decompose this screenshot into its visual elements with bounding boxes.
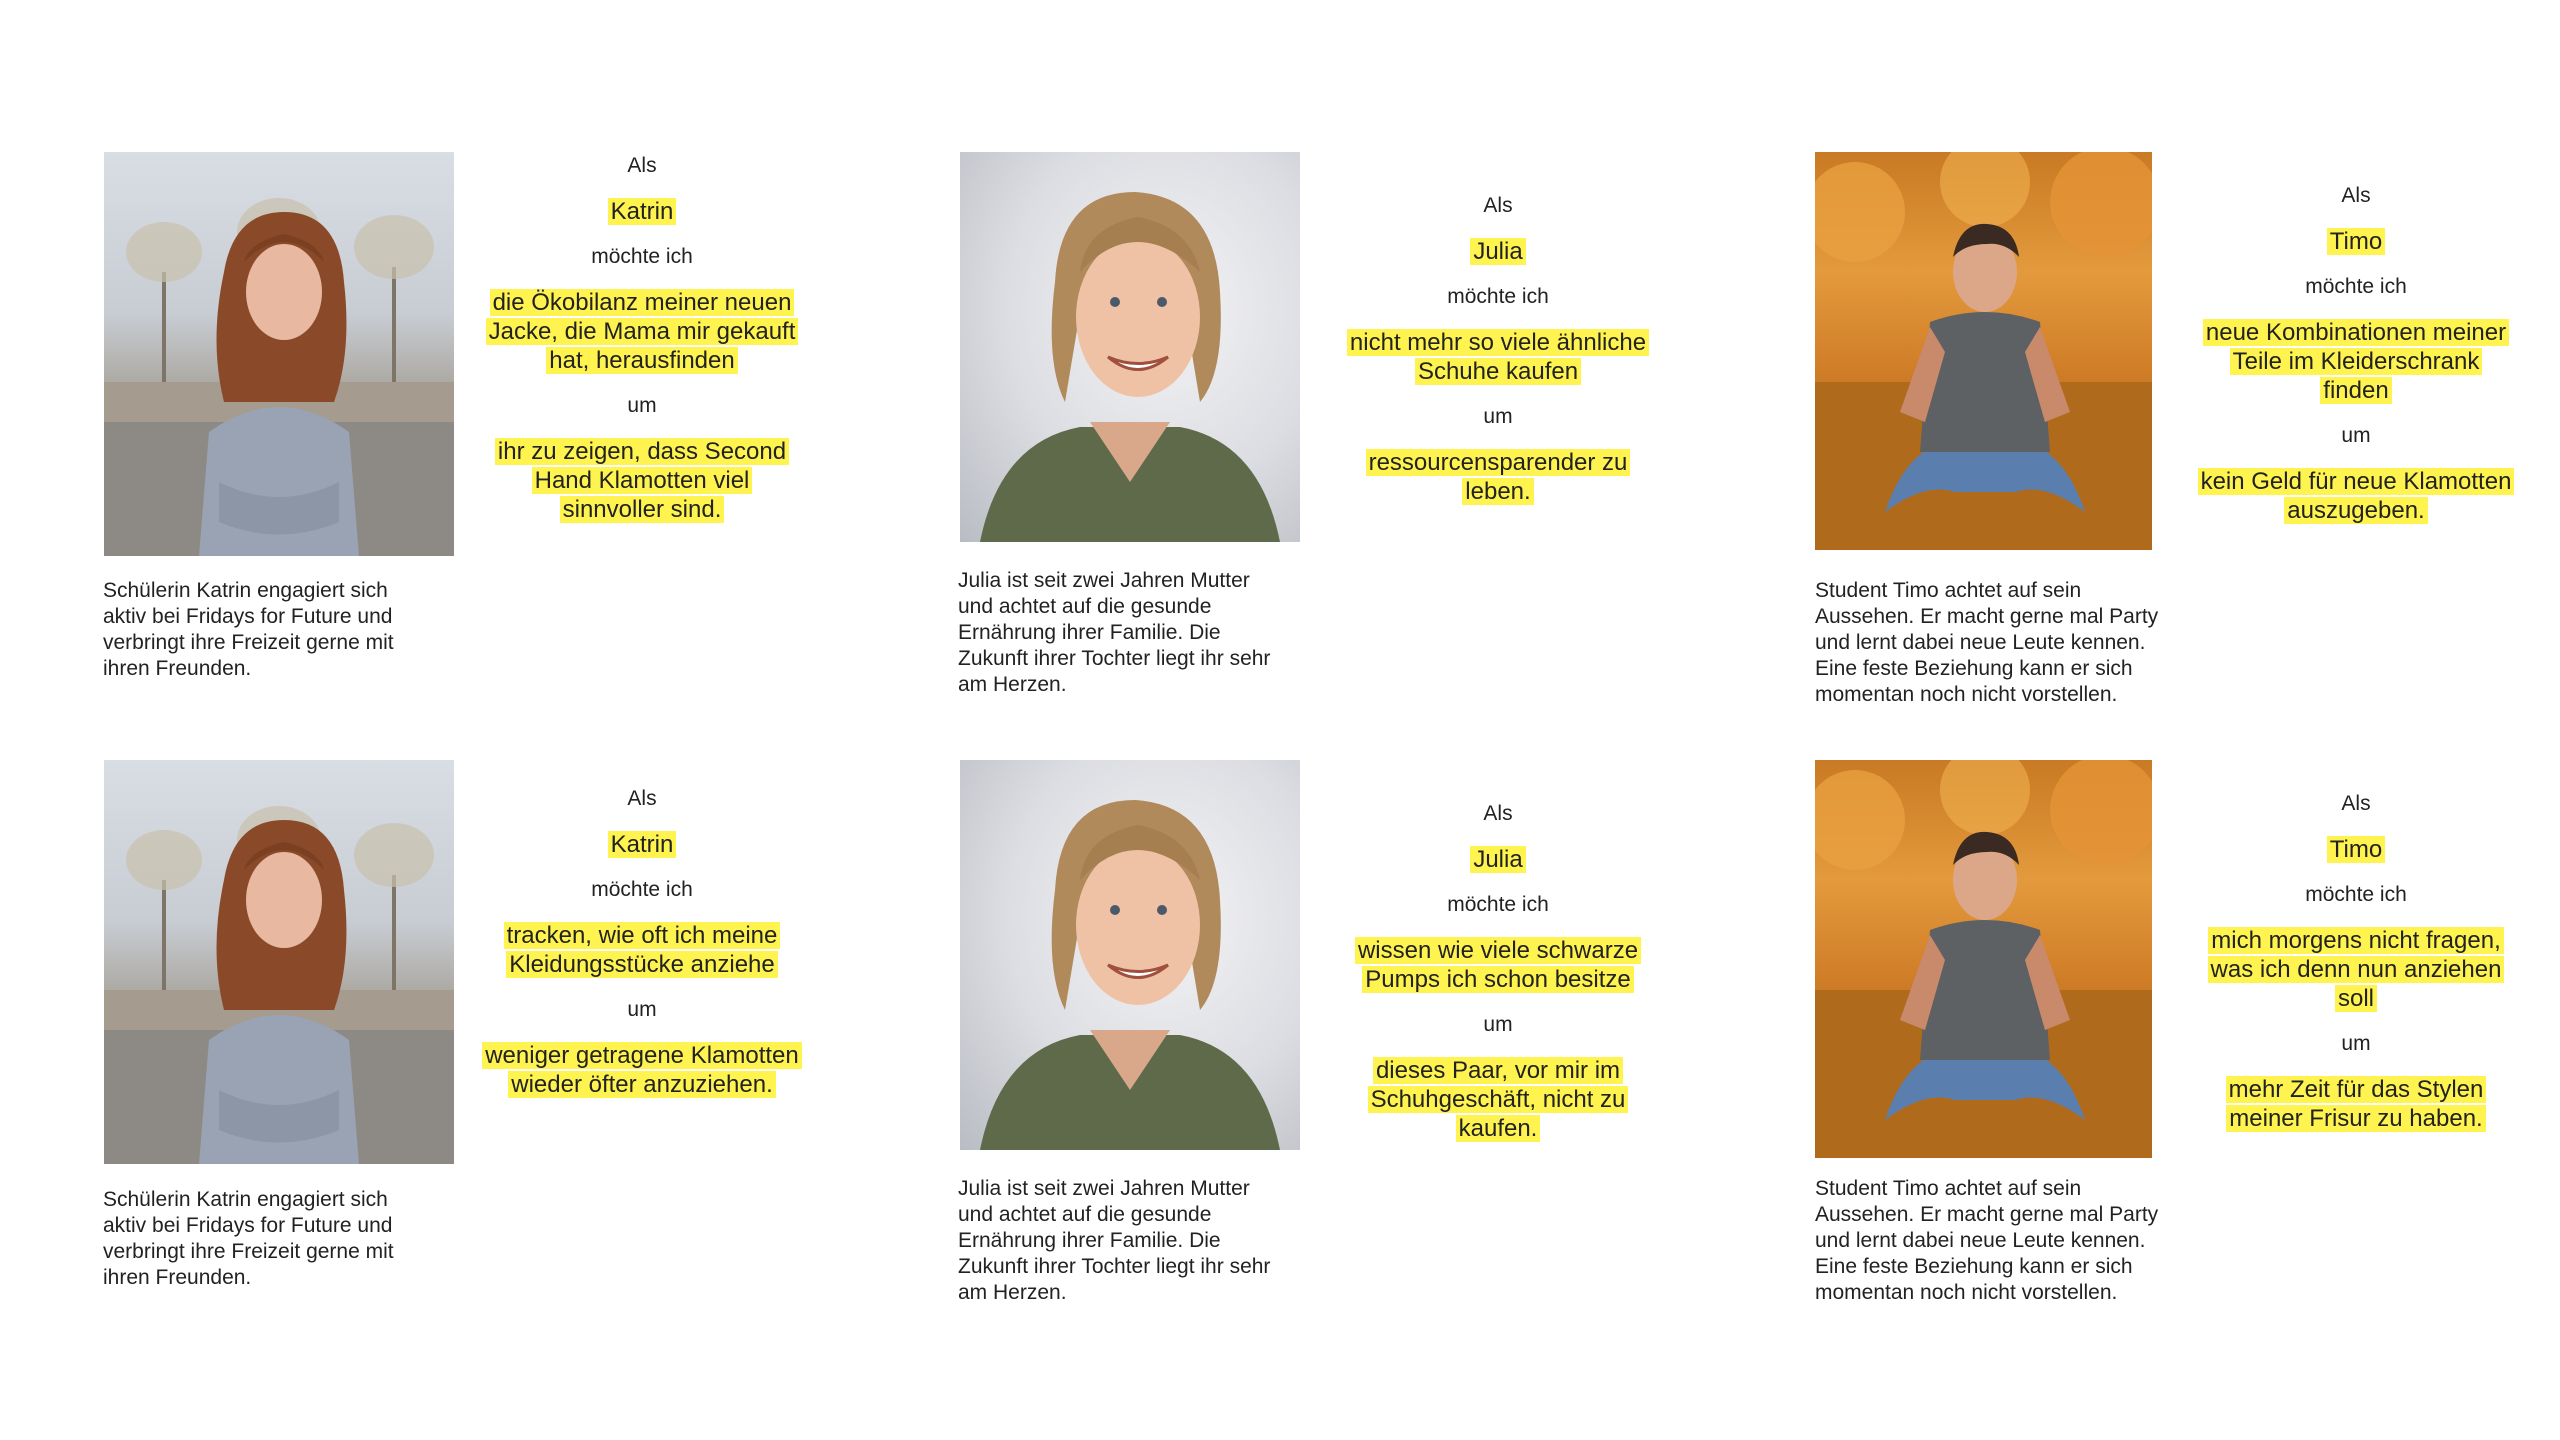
story-goal: nicht mehr so viele ähnliche Schuhe kaufen <box>1347 329 1649 385</box>
story-persona-name: Timo <box>2327 228 2385 255</box>
user-story-timo-1 <box>2196 182 2516 542</box>
story-want: möchte ich <box>1447 285 1549 308</box>
timo-photo <box>1815 152 2152 550</box>
story-goal: wissen wie viele schwarze Pumps ich schon besitze <box>1355 937 1641 993</box>
story-als: Als <box>627 154 657 177</box>
story-als: Als <box>627 787 657 810</box>
user-story-timo-2 <box>2196 790 2516 1150</box>
story-um: um <box>627 998 657 1021</box>
julia-description: Julia ist seit zwei Jahren Mutter und achtet auf die gesunde Ernährung ihrer Familie. Die Zukunft ihrer Tochter liegt ihr sehr am Herzen. <box>958 1177 1271 1304</box>
story-reason: ressourcensparender zu leben. <box>1366 449 1631 505</box>
timo-description: Student Timo achtet auf sein Aussehen. Er macht gerne mal Party und lernt dabei neue Leute kennen. Eine feste Beziehung kann er sich momentan noch nicht vorstellen. <box>1815 1177 2159 1304</box>
story-persona-name: Timo <box>2327 836 2385 863</box>
julia-photo <box>960 152 1300 542</box>
story-goal: neue Kombinationen meiner Teile im Kleiderschrank finden <box>2203 319 2509 404</box>
julia-photo <box>960 760 1300 1150</box>
story-want: möchte ich <box>591 878 693 901</box>
timo-description: Student Timo achtet auf sein Aussehen. Er macht gerne mal Party und lernt dabei neue Leute kennen. Eine feste Beziehung kann er sich momentan noch nicht vorstellen. <box>1815 579 2159 706</box>
story-want: möchte ich <box>1447 893 1549 916</box>
story-goal: tracken, wie oft ich meine Kleidungsstücke anziehe <box>504 922 781 978</box>
story-als: Als <box>1483 802 1513 825</box>
julia-description: Julia ist seit zwei Jahren Mutter und achtet auf die gesunde Ernährung ihrer Familie. Die Zukunft ihrer Tochter liegt ihr sehr am Herzen. <box>958 569 1271 696</box>
story-um: um <box>1483 405 1513 428</box>
story-want: möchte ich <box>2305 275 2407 298</box>
story-goal: die Ökobilanz meiner neuen Jacke, die Mama mir gekauft hat, herausfinden <box>486 289 799 374</box>
katrin-photo <box>104 760 454 1164</box>
story-goal: mich morgens nicht fragen, was ich denn nun anziehen soll <box>2208 927 2505 1012</box>
story-als: Als <box>2341 184 2371 207</box>
story-um: um <box>2341 424 2371 447</box>
story-reason: weniger getragene Klamotten wieder öfter anzuziehen. <box>482 1042 802 1098</box>
user-story-julia-1 <box>1338 192 1658 523</box>
katrin-description: Schülerin Katrin engagiert sich aktiv bei Fridays for Future und verbringt ihre Freizeit gerne mit ihren Freunden. <box>103 1188 394 1289</box>
story-reason: kein Geld für neue Klamotten auszugeben. <box>2198 468 2515 524</box>
story-reason: ihr zu zeigen, dass Second Hand Klamotten viel sinnvoller sind. <box>495 438 789 523</box>
user-story-julia-2 <box>1338 800 1658 1160</box>
story-persona-name: Julia <box>1470 846 1525 873</box>
story-als: Als <box>1483 194 1513 217</box>
story-um: um <box>2341 1032 2371 1055</box>
story-als: Als <box>2341 792 2371 815</box>
story-reason: dieses Paar, vor mir im Schuhgeschäft, nicht zu kaufen. <box>1368 1057 1629 1142</box>
timo-photo <box>1815 760 2152 1158</box>
user-story-katrin-2 <box>482 785 802 1116</box>
story-want: möchte ich <box>2305 883 2407 906</box>
story-want: möchte ich <box>591 245 693 268</box>
story-persona-name: Katrin <box>608 198 677 225</box>
story-um: um <box>1483 1013 1513 1036</box>
user-story-katrin-1 <box>482 152 802 541</box>
story-persona-name: Katrin <box>608 831 677 858</box>
story-um: um <box>627 394 657 417</box>
katrin-description: Schülerin Katrin engagiert sich aktiv bei Fridays for Future und verbringt ihre Freizeit gerne mit ihren Freunden. <box>103 579 394 680</box>
story-reason: mehr Zeit für das Stylen meiner Frisur zu haben. <box>2226 1076 2487 1132</box>
katrin-photo <box>104 152 454 556</box>
story-persona-name: Julia <box>1470 238 1525 265</box>
